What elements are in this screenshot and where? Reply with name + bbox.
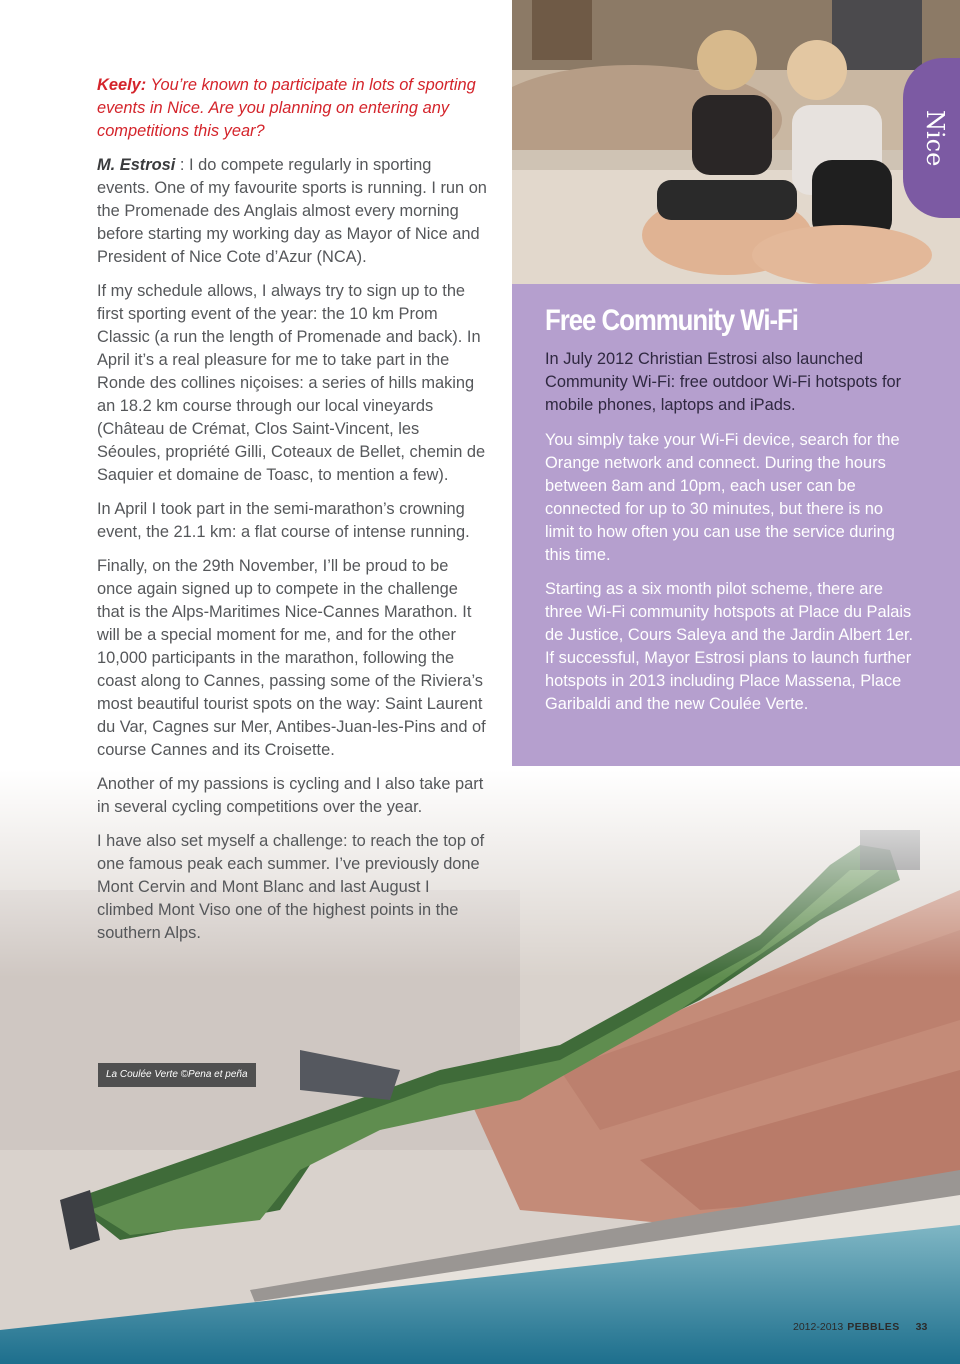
answer-paragraph-2: If my schedule allows, I always try to sign up to the first sporting event of the year: the 10 km Prom Classic (a run the length of Promenade and back). In April it’s a real pleasure for me to take part in the Ronde des collines niçoises: a series of hills making an 18.2 km course through our local vineyards (Château de Crémat, Clos Saint-Vincent, les Séoules, propriété Gilli, Coteaux de Bellet, chemin de Saquier et domaine de Toasc, to mention a few). xyxy=(97,282,486,484)
footer-year: 2012-2013 xyxy=(793,1321,844,1333)
answer-text-1: : I do compete regularly in sporting events. One of my favourite sports is running. I run on the Promenade des Anglais almost every morning before starting my working day as Mayor of Nice and President of Nice Cote d’Azur (NCA). xyxy=(97,156,487,266)
wifi-box-title: Free Community Wi-Fi xyxy=(545,304,798,337)
answer-paragraph-6: I have also set myself a challenge: to reach the top of one famous peak each summer. I’ve previously done Mont Cervin and Mont Blanc and last August I climbed Mont Viso one of the highest points in the southern Alps. xyxy=(97,832,485,942)
answer-paragraph-1 xyxy=(97,154,487,269)
photo-caption: La Coulée Verte ©Pena et peña xyxy=(98,1063,256,1087)
fountain-photo xyxy=(512,0,960,284)
answer-paragraph-3: In April I took part in the semi-marathon’s crowning event, the 21.1 km: a flat course of intense running. xyxy=(97,500,470,541)
interview-column xyxy=(97,74,487,956)
answer-paragraph-4: Finally, on the 29th November, I’ll be proud to be once again signed up to compete in the challenge that is the Alps-Maritimes Nice-Cannes Marathon. It will be a special moment for me, and for the other 10,000 participants in the marathon, following the coast along to Cannes, passing some of the Riviera’s most beautiful tourist spots on the way: Saint Laurent du Var, Cagnes sur Mer, Antibes-Juan-les-Pins and of course Cannes and its Croisette. xyxy=(97,557,486,759)
wifi-box-paragraph-2: You simply take your Wi-Fi device, search for the Orange network and connect. During the hours between 8am and 10pm, each user can be connected for up to 30 minutes, but there is no limit to how often you can use the service during this time. xyxy=(545,431,900,564)
page-footer xyxy=(793,1321,927,1333)
question-speaker: Keely: xyxy=(97,76,147,94)
section-tab-nice xyxy=(903,58,960,218)
answer-speaker: M. Estrosi xyxy=(97,156,176,174)
wifi-info-box xyxy=(512,284,960,766)
interview-question xyxy=(97,74,487,143)
section-tab-label: Nice xyxy=(921,110,949,167)
page-number: 33 xyxy=(915,1321,928,1333)
wifi-box-paragraph-3: Starting as a six month pilot scheme, there are three Wi-Fi community hotspots at Place du Palais de Justice, Cours Saleya and the Jardin Albert 1er. If successful, Mayor Estrosi plans to launch further hotspots in 2013 including Place Massena, Place Garibaldi and the new Coulée Verte. xyxy=(545,580,914,713)
wifi-box-intro: In July 2012 Christian Estrosi also launched Community Wi-Fi: free outdoor Wi-Fi hotspots for mobile phones, laptops and iPads. xyxy=(545,350,902,414)
footer-magazine: PEBBLES xyxy=(847,1321,900,1333)
question-text: You’re known to participate in lots of sporting events in Nice. Are you planning on entering any competitions this year? xyxy=(97,76,476,140)
answer-paragraph-5: Another of my passions is cycling and I also take part in several cycling competitions over the year. xyxy=(97,775,484,816)
